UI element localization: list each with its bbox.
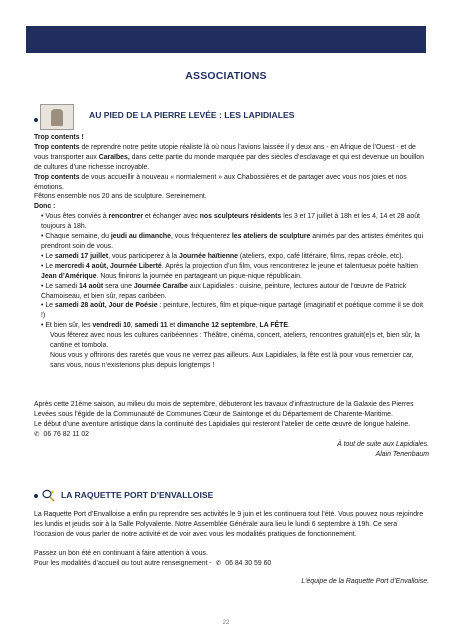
- section-bullet: [34, 494, 38, 498]
- section-bullet: [34, 118, 38, 122]
- paragraph: Après cette 21ème saison, au milieu du mois de septembre, débuteront les travaux d’infrastructure de la Galaxie des Pierres Levées sous l’égide de la Communauté de Communes Cœur de Saintonge et du Département de Charente-Maritime.: [34, 401, 414, 418]
- header-band: [26, 26, 426, 53]
- phone-number[interactable]: 06 84 30 59 60: [225, 559, 272, 567]
- list-item-continuation: Nous vous y offrirons des raretés que vous ne verrez pas ailleurs. Aux Lapidiales, la fête est là pour vous remercier car, sans vous, nous n’existerions plus depuis longtemps !: [50, 351, 414, 369]
- phone-line: Pour les modalités d’accueil ou tout autre renseignement - ✆ 06 84 30 59 60: [34, 559, 272, 567]
- paragraph: Fêtons ensemble nos 20 ans de sculpture. Sereinement.: [34, 193, 207, 201]
- page-number: 22: [222, 620, 230, 626]
- phone-line: [34, 430, 429, 440]
- list-item: • Le samedi 14 août sera une Journée Caraïbe aux Lapidiales : cuisine, peinture, lectures autour de l’œuvre de Patrick Chamoiseau, et bien sûr, repas caribéen.: [41, 282, 407, 300]
- tennis-racket-icon: [42, 489, 55, 502]
- phone-icon: ✆: [215, 559, 222, 567]
- phone-number[interactable]: 06 76 82 11 02: [43, 430, 89, 438]
- raquette-logo: [42, 489, 55, 502]
- list-item-continuation: Vous fêterez avec nous les cultures caribéennes : Théâtre, cinéma, concert, ateliers, rencontres gratuit(e)s et, bien sûr, la cantine et tombola.: [50, 332, 420, 350]
- raquette-article: [34, 510, 429, 586]
- signature-line: L’équipe de la Raquette Port d’Envalloise.: [301, 577, 429, 585]
- lapidiales-heading: AU PIED DE LA PIERRE LEVÉE : LES LAPIDIALES: [89, 110, 295, 120]
- lapidiales-closing: [34, 400, 429, 459]
- paragraph: Passez un bon été en continuant à faire attention à vous.: [34, 549, 208, 557]
- intro-line: Trop contents !: [34, 134, 84, 141]
- list-item: • Le mercredi 4 août, Journée Liberté. Après la projection d’un film, vous rencontrerez le jeune et talentueux poète haïtien Jean d’Amérique. Nous finirons la journée en partageant un pique-nique républicain.: [41, 262, 419, 280]
- list-item: • Chaque semaine, du jeudi au dimanche, vous fréquenterez les ateliers de sculpture animés par des artistes émérites qui prendront soin de vous.: [41, 233, 423, 250]
- list-item: • Et bien sûr, les vendredi 10, samedi 11 et dimanche 12 septembre, LA FÊTE.: [41, 322, 290, 330]
- raquette-heading: LA RAQUETTE PORT D’ENVALLOISE: [61, 490, 214, 500]
- paragraph: Le début d’une aventure artistique dans la continuité des Lapidiales qui resteront l’atelier de cette œuvre de longue haleine.: [34, 420, 411, 428]
- signature-line: À tout de suite aux Lapidiales.: [337, 440, 429, 448]
- list-item: • Le samedi 28 août, Jour de Poésie : peinture, lectures, film et pique-nique partagé (imaginatif et poétique comme il se doit !): [41, 302, 423, 320]
- lapidiales-logo: [40, 104, 74, 130]
- signature-author: Alain Tenenbaum: [375, 450, 429, 458]
- paragraph: Trop contents de vous accueillir à nouveau « normalement » aux Chabossières et de partager avec vous nos joies et nos émotions.: [34, 173, 407, 191]
- paragraph: La Raquette Port d’Envalloise a enfin pu reprendre ses activités le 9 juin et les continuera tout l’été. Vous pouvez nous rejoindre les lundis et jeudis soir à la Salle Polyvalente. Notre Assemblée Générale aura lieu le lundi 6 septembre à 19h. Ce sera l’occasion de vous parler de notre activité et de voir avec vous les modalités pratiques de fonctionnement.: [34, 511, 424, 538]
- list-intro: Donc :: [34, 203, 56, 211]
- list-item: • Vous êtes conviés à rencontrer et échanger avec nos sculpteurs résidents les 3 et 17 juillet à 18h et les 4, 14 et 28 août toujours à 18h.: [41, 213, 420, 231]
- standing-stone-icon: [51, 109, 63, 126]
- lapidiales-article: [34, 133, 429, 371]
- paragraph: Trop contents de reprendre notre petite utopie réaliste là où nous l’avions laissée il y deux ans - en Afrique de l’Ouest - et de vous transporter aux Caraïbes, dans cette partie du monde marquée par des siècles d’esclavage et qui est devenue un bouillon de cultures d’une richesse incroyable.: [34, 143, 424, 171]
- phone-icon: ✆: [34, 430, 40, 438]
- section-title: ASSOCIATIONS: [185, 70, 267, 82]
- list-item: • Le samedi 17 juillet, vous participerez à la Journée haïtienne (ateliers, expo, café littéraire, films, repas créole, etc).: [41, 252, 404, 260]
